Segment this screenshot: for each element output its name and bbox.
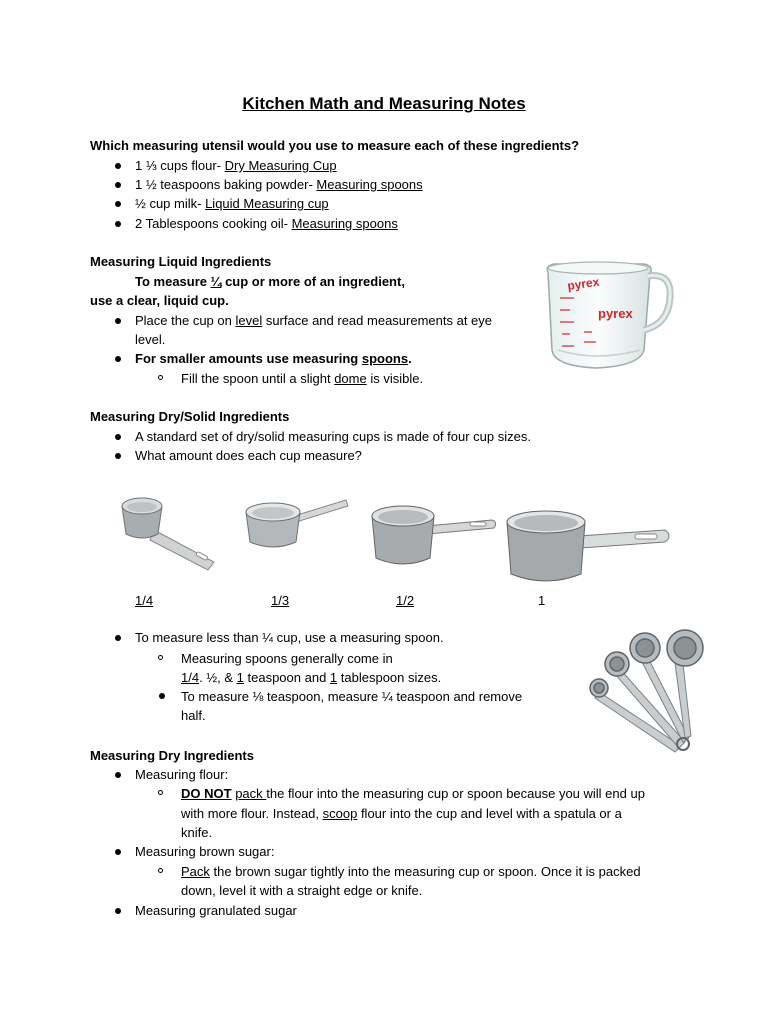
question-prompt: Which measuring utensil would you use to measure each of these ingredients? [90,138,580,153]
measuring-cup-one-image [505,508,673,586]
spoon-sub1: Measuring spoons generally come in [181,651,393,666]
granulated-label: Measuring granulated sugar [135,903,297,918]
spoon-sub1-cont: 1/4. ½, & 1 teaspoon and 1 tablespoon sizes. [181,670,442,685]
sub-bullet-circle [158,868,163,873]
bullet-dot [115,635,121,641]
answer-text: Liquid Measuring cup [205,196,329,211]
bullet-dot [159,693,165,699]
bullet-dot [115,163,121,169]
brown-label: Measuring brown sugar: [135,844,275,859]
liquid-sub: Fill the spoon until a slight dome is visible. [181,371,424,386]
flour-line2: with more flour. Instead, scoop flour into the cup and level with a spatula or a [181,806,622,821]
measuring-cup-quarter-image [116,492,226,572]
section-heading-dry: Measuring Dry Ingredients [90,748,254,763]
section-heading-dry-solid: Measuring Dry/Solid Ingredients [90,409,290,424]
answer-text: Measuring spoons [316,177,423,192]
cup-label: 1 [538,593,546,608]
flour-label: Measuring flour: [135,767,229,782]
sub-bullet-circle [158,375,163,380]
page-title: Kitchen Math and Measuring Notes [242,94,526,113]
cup-label: 1/2 [396,593,415,608]
cup-brand-text: pyrex [598,306,633,321]
bullet-dot [115,772,121,778]
section-heading-liquid: Measuring Liquid Ingredients [90,254,272,269]
bullet-dot [115,221,121,227]
answer-text: Measuring spoons [291,216,398,231]
bullet-dot [115,356,121,362]
cup-brand-text-back: pyrex [566,274,601,293]
brown-line2: down, level it with a straight edge or knife. [181,883,423,898]
bullet-dot [115,182,121,188]
flour-line3: knife. [181,825,213,840]
bullet-dot [115,453,121,459]
sub-bullet-circle [158,655,163,660]
ingredient-text: 1 ½ teaspoons baking powder- [135,177,317,192]
liquid-bullet2: For smaller amounts use measuring spoons. [135,351,412,366]
answer-text: Dry Measuring Cup [224,158,337,173]
brown-line1: Pack the brown sugar tightly into the measuring cup or spoon. Once it is packed [181,864,641,879]
liquid-measuring-cup-image [540,258,675,373]
bullet-dot [115,201,121,207]
measuring-cup-half-image [370,500,500,572]
dry-solid-bullet: A standard set of dry/solid measuring cups is made of four cup sizes. [135,429,531,444]
ingredient-text: 1 ⅓ cups flour- [135,158,225,173]
ingredient-text: ½ cup milk- [135,196,206,211]
measuring-spoons-image [585,626,715,758]
liquid-line1: To measure ¼ cup or more of an ingredient, [135,274,405,289]
cup-label: 1/4 [135,593,154,608]
measuring-cup-third-image [242,496,352,556]
liquid-bullet1: Place the cup on level surface and read measurements at eye [135,313,493,328]
sub-bullet-circle [158,790,163,795]
bullet-dot [115,434,121,440]
liquid-bullet1-cont: level. [135,332,166,347]
spoon-sub2: To measure ⅛ teaspoon, measure ¼ teaspoon and remove [181,689,523,704]
liquid-line2: use a clear, liquid cup. [90,293,229,308]
bullet-dot [115,849,121,855]
flour-line1: DO NOT pack the flour into the measuring cup or spoon because you will end up [181,786,645,801]
bullet-dot [115,318,121,324]
cup-label: 1/3 [271,593,290,608]
dry-solid-bullet: What amount does each cup measure? [135,448,362,463]
spoon-bullet: To measure less than ¼ cup, use a measuring spoon. [135,630,444,645]
ingredient-text: 2 Tablespoons cooking oil- [135,216,292,231]
spoon-sub2-cont: half. [181,708,206,723]
bullet-dot [115,908,121,914]
